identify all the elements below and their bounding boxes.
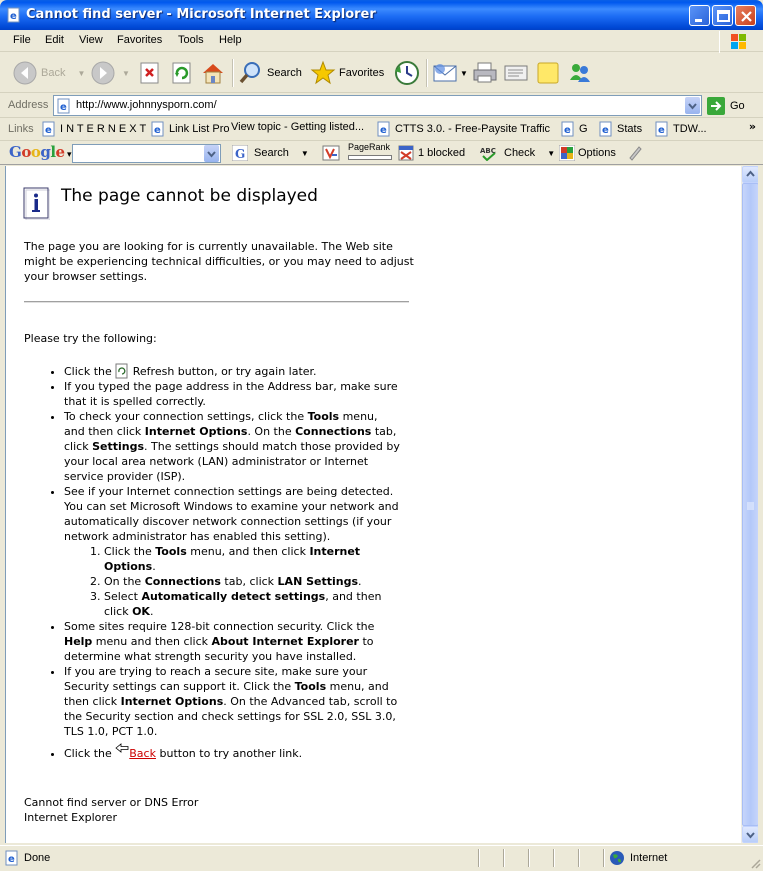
list-text: See if your Internet connection settings are being detected. You can set Microsoft Windows to examine your network and automatically discover network connection settings (if your network administrator has enabled this setting). bbox=[64, 485, 399, 543]
list-text: Click the bbox=[104, 545, 156, 558]
ie-page-icon bbox=[56, 98, 72, 114]
error-footer bbox=[24, 795, 198, 825]
bold-text: Connections bbox=[144, 575, 221, 588]
forward-button[interactable] bbox=[90, 59, 130, 87]
close-button[interactable] bbox=[735, 5, 756, 26]
bold-text: Internet Options bbox=[144, 425, 248, 438]
link-view-topic[interactable] bbox=[231, 121, 364, 133]
ie-page-icon bbox=[150, 121, 166, 137]
search-button[interactable] bbox=[238, 59, 302, 87]
list-item bbox=[64, 363, 400, 379]
list-text: . On the Advanced tab, scroll to the Security section and check settings for SSL 2.0, SSL 3.0, TLS 1.0, PCT 1.0. bbox=[64, 695, 398, 738]
list-item bbox=[64, 619, 400, 664]
info-icon bbox=[23, 187, 50, 220]
print-button[interactable] bbox=[472, 59, 498, 87]
list-text: menu and then click bbox=[92, 635, 212, 648]
favorites-label: Favorites bbox=[339, 67, 385, 79]
google-search-button[interactable] bbox=[232, 145, 309, 161]
menu-file[interactable]: File bbox=[13, 34, 31, 46]
options-icon bbox=[559, 145, 575, 161]
link-label: Link List Pro bbox=[169, 123, 230, 135]
step-item bbox=[104, 574, 400, 589]
grip-icon bbox=[743, 184, 758, 827]
standard-toolbar bbox=[0, 53, 763, 93]
options-label: Options bbox=[578, 147, 616, 159]
ie-page-icon bbox=[4, 850, 20, 866]
mail-icon bbox=[432, 60, 460, 86]
edit-document-icon bbox=[503, 60, 529, 86]
divider bbox=[24, 301, 409, 303]
menu-edit[interactable]: Edit bbox=[45, 34, 64, 46]
search-label: Search bbox=[267, 67, 302, 79]
forward-dropdown-icon[interactable]: ▼ bbox=[122, 68, 130, 78]
svg-text:e: e bbox=[658, 125, 665, 136]
list-text: If you are trying to reach a secure site, make sure your Security settings can support it. Click the bbox=[64, 665, 368, 693]
svg-text:ABC: ABC bbox=[480, 147, 496, 155]
list-text: . The settings should match those provided by your local area network (LAN) administrator or Internet service provider (ISP). bbox=[64, 440, 400, 483]
back-arrow-icon bbox=[12, 60, 38, 86]
history-icon bbox=[393, 59, 421, 87]
list-text: Click the bbox=[64, 747, 112, 760]
ie-page-icon bbox=[41, 121, 57, 137]
window-frame bbox=[758, 166, 763, 843]
refresh-icon bbox=[170, 61, 194, 85]
google-search-input[interactable] bbox=[72, 144, 221, 163]
status-text: Done bbox=[24, 852, 51, 864]
list-text: On the bbox=[104, 575, 145, 588]
svg-text:e: e bbox=[60, 102, 67, 113]
list-item bbox=[64, 664, 400, 739]
list-text: . bbox=[149, 605, 154, 618]
list-text: Click the bbox=[64, 365, 112, 378]
steps-list bbox=[64, 544, 400, 619]
resize-grip-icon[interactable] bbox=[749, 857, 761, 869]
list-text: Refresh button, or try again later. bbox=[132, 365, 317, 378]
list-text: Some sites require 128-bit connection security. Click the bbox=[64, 620, 375, 633]
pagerank-label: PageRank bbox=[348, 142, 391, 152]
home-icon bbox=[200, 60, 226, 86]
google-search-dropdown-button[interactable] bbox=[204, 145, 219, 162]
address-input[interactable] bbox=[53, 95, 702, 116]
go-arrow-icon bbox=[707, 97, 725, 115]
chevron-down-icon bbox=[204, 145, 219, 162]
close-icon bbox=[736, 6, 757, 27]
list-text: To check your connection settings, click the bbox=[64, 410, 308, 423]
status-separator bbox=[528, 849, 530, 867]
chevron-down-icon bbox=[685, 97, 700, 114]
menu-tools[interactable]: Tools bbox=[178, 34, 204, 46]
menu-bar bbox=[0, 30, 763, 52]
link-label: Stats bbox=[617, 123, 643, 135]
popup-blocker-button[interactable] bbox=[398, 145, 465, 161]
status-separator bbox=[578, 849, 580, 867]
minimize-button[interactable] bbox=[689, 5, 710, 26]
svg-text:e: e bbox=[8, 854, 15, 865]
ie-page-icon bbox=[6, 7, 22, 23]
scroll-up-button[interactable] bbox=[742, 166, 759, 183]
vertical-scrollbar[interactable] bbox=[741, 166, 758, 843]
bold-text: OK bbox=[132, 605, 150, 618]
home-button[interactable] bbox=[200, 59, 226, 87]
bold-text: Automatically detect settings bbox=[141, 590, 326, 603]
bold-text: Connections bbox=[295, 425, 372, 438]
address-url: http://www.johnnysporn.com/ bbox=[76, 99, 217, 111]
bold-text: Tools bbox=[155, 545, 187, 558]
list-text: . On the bbox=[247, 425, 296, 438]
address-dropdown-button[interactable] bbox=[685, 97, 700, 114]
window-title: Cannot find server - Microsoft Internet Explorer bbox=[26, 7, 376, 22]
scroll-thumb[interactable] bbox=[742, 183, 759, 826]
bold-text: Settings bbox=[92, 440, 145, 453]
back-link[interactable]: Back bbox=[129, 747, 156, 760]
sticky-note-icon bbox=[535, 60, 561, 86]
bold-text: Help bbox=[64, 635, 93, 648]
highlight-button[interactable] bbox=[627, 145, 643, 161]
zone-label: Internet bbox=[630, 852, 668, 864]
bold-text: Internet Options bbox=[104, 545, 361, 573]
intro-text: The page you are looking for is currently unavailable. The Web site might be experiencing technical difficulties, or you may need to adjust your browser settings. bbox=[24, 240, 414, 283]
list-text: menu, and then click bbox=[64, 680, 389, 708]
toolbar-separator bbox=[426, 59, 428, 87]
list-text: tab, click bbox=[220, 575, 278, 588]
status-separator bbox=[478, 849, 480, 867]
google-toolbar bbox=[0, 142, 763, 165]
svg-text:e: e bbox=[564, 125, 571, 136]
link-label: TDW... bbox=[673, 123, 707, 135]
back-dropdown-icon[interactable]: ▼ bbox=[77, 68, 86, 78]
google-search-label: Search bbox=[254, 147, 289, 159]
search-icon bbox=[238, 60, 264, 86]
try-label: Please try the following: bbox=[24, 332, 157, 345]
list-item bbox=[64, 409, 400, 484]
stop-button[interactable] bbox=[138, 59, 162, 87]
edit-button[interactable] bbox=[503, 59, 529, 87]
mail-button[interactable] bbox=[432, 59, 468, 87]
back-arrow-icon bbox=[115, 743, 129, 755]
link-internext[interactable] bbox=[41, 121, 146, 137]
link-label: CTTS 3.0. - Free-Paysite Traffic bbox=[395, 123, 551, 135]
list-item: • If you typed the page address in the Address bar, make sure that it is spelled correctly. bbox=[64, 379, 400, 409]
svg-text:e: e bbox=[10, 11, 17, 22]
print-icon bbox=[472, 60, 498, 86]
list-text: Select bbox=[104, 590, 142, 603]
stop-icon bbox=[138, 61, 162, 85]
maximize-icon bbox=[713, 6, 734, 27]
spellcheck-icon bbox=[480, 145, 498, 161]
status-bar bbox=[0, 845, 763, 871]
link-ctts[interactable] bbox=[376, 121, 550, 137]
history-button[interactable] bbox=[393, 59, 421, 87]
list-text: button to try another link. bbox=[159, 747, 303, 760]
go-label: Go bbox=[730, 100, 745, 112]
bold-text: Tools bbox=[307, 410, 340, 423]
error-type: Cannot find server or DNS Error bbox=[24, 796, 199, 809]
error-source: Internet Explorer bbox=[24, 811, 117, 824]
minimize-icon bbox=[690, 6, 711, 27]
messenger-icon bbox=[567, 60, 593, 86]
ie-page-icon bbox=[654, 121, 670, 137]
link-link-list-pro[interactable] bbox=[150, 121, 230, 137]
blocked-label: 1 blocked bbox=[418, 147, 466, 159]
menu-favorites[interactable]: Favorites bbox=[117, 34, 163, 46]
list-text: . bbox=[152, 560, 156, 573]
ie-page-icon bbox=[598, 121, 614, 137]
address-label: Address bbox=[8, 99, 49, 111]
bold-text: LAN Settings bbox=[277, 575, 359, 588]
link-tdw[interactable] bbox=[654, 121, 707, 137]
list-text: to determine what strength security you have installed. bbox=[64, 635, 374, 663]
back-button[interactable] bbox=[12, 59, 85, 87]
check-dropdown-icon[interactable]: ▼ bbox=[547, 148, 556, 158]
windows-logo bbox=[719, 31, 757, 53]
google-news-button[interactable] bbox=[322, 145, 340, 161]
chevron-down-icon bbox=[743, 827, 758, 842]
pagerank-indicator[interactable] bbox=[348, 142, 392, 160]
refresh-button[interactable] bbox=[170, 59, 194, 87]
menu-help[interactable]: Help bbox=[219, 34, 242, 46]
ie-page-icon bbox=[560, 121, 576, 137]
list-item bbox=[64, 743, 400, 761]
google-g-icon bbox=[232, 145, 248, 161]
links-overflow-chevron-icon[interactable]: » bbox=[748, 120, 756, 133]
forward-arrow-icon bbox=[90, 60, 116, 86]
windows-flag-icon bbox=[720, 31, 758, 53]
google-logo[interactable]: Google ▾ bbox=[9, 143, 71, 161]
step-item bbox=[104, 589, 400, 619]
google-search-dropdown-icon[interactable]: ▼ bbox=[300, 148, 309, 158]
link-stats[interactable] bbox=[598, 121, 642, 137]
spell-check-button[interactable] bbox=[480, 145, 555, 161]
refresh-page-icon bbox=[115, 363, 129, 379]
scroll-down-button[interactable] bbox=[742, 826, 759, 843]
list-text: . bbox=[358, 575, 362, 588]
bold-text: About Internet Explorer bbox=[211, 635, 359, 648]
status-separator bbox=[603, 849, 605, 867]
messenger-button[interactable] bbox=[567, 59, 593, 87]
list-text: menu, and then click bbox=[186, 545, 310, 558]
favorites-button[interactable] bbox=[310, 59, 384, 87]
google-options-button[interactable] bbox=[559, 145, 616, 161]
favorites-star-icon bbox=[310, 60, 336, 86]
page-heading: The page cannot be displayed bbox=[61, 186, 318, 206]
security-zone[interactable] bbox=[609, 850, 667, 866]
link-g[interactable] bbox=[560, 121, 588, 137]
go-button[interactable] bbox=[707, 96, 745, 116]
links-bar bbox=[0, 119, 763, 141]
suggestions-list bbox=[48, 363, 400, 761]
svg-text:e: e bbox=[45, 125, 52, 136]
popup-blocked-icon bbox=[398, 145, 414, 161]
status-separator bbox=[553, 849, 555, 867]
step-item bbox=[104, 544, 400, 574]
address-bar bbox=[0, 94, 763, 118]
globe-icon bbox=[609, 850, 625, 866]
status-separator bbox=[503, 849, 505, 867]
mail-dropdown-icon[interactable]: ▼ bbox=[460, 68, 468, 78]
list-item bbox=[64, 484, 400, 619]
svg-text:e: e bbox=[380, 125, 387, 136]
back-label: Back bbox=[41, 67, 66, 79]
svg-text:G: G bbox=[235, 147, 246, 161]
chevron-up-icon bbox=[743, 167, 758, 182]
title-bar[interactable] bbox=[0, 0, 763, 30]
toolbar-separator bbox=[232, 59, 234, 87]
status-area bbox=[4, 850, 50, 866]
list-text: , and then click bbox=[104, 590, 382, 618]
bold-text: Internet Options bbox=[120, 695, 224, 708]
page-content bbox=[5, 166, 741, 843]
list-text: menu, and then click bbox=[64, 410, 378, 438]
highlighter-pen-icon bbox=[627, 145, 643, 161]
link-label: View topic - Getting listed... bbox=[231, 121, 365, 133]
bold-text: Tools bbox=[294, 680, 327, 693]
pagerank-bar bbox=[348, 155, 392, 160]
news-icon bbox=[322, 145, 340, 161]
links-label: Links bbox=[8, 123, 34, 135]
notes-button[interactable] bbox=[535, 59, 561, 87]
check-label: Check bbox=[504, 147, 536, 159]
svg-text:e: e bbox=[602, 125, 609, 136]
link-label: I N T E R N E X T bbox=[60, 123, 147, 135]
maximize-button[interactable] bbox=[712, 5, 733, 26]
svg-text:e: e bbox=[154, 125, 161, 136]
list-text: tab, click bbox=[64, 425, 397, 453]
link-label: G bbox=[579, 123, 588, 135]
menu-view[interactable]: View bbox=[79, 34, 103, 46]
ie-page-icon bbox=[376, 121, 392, 137]
